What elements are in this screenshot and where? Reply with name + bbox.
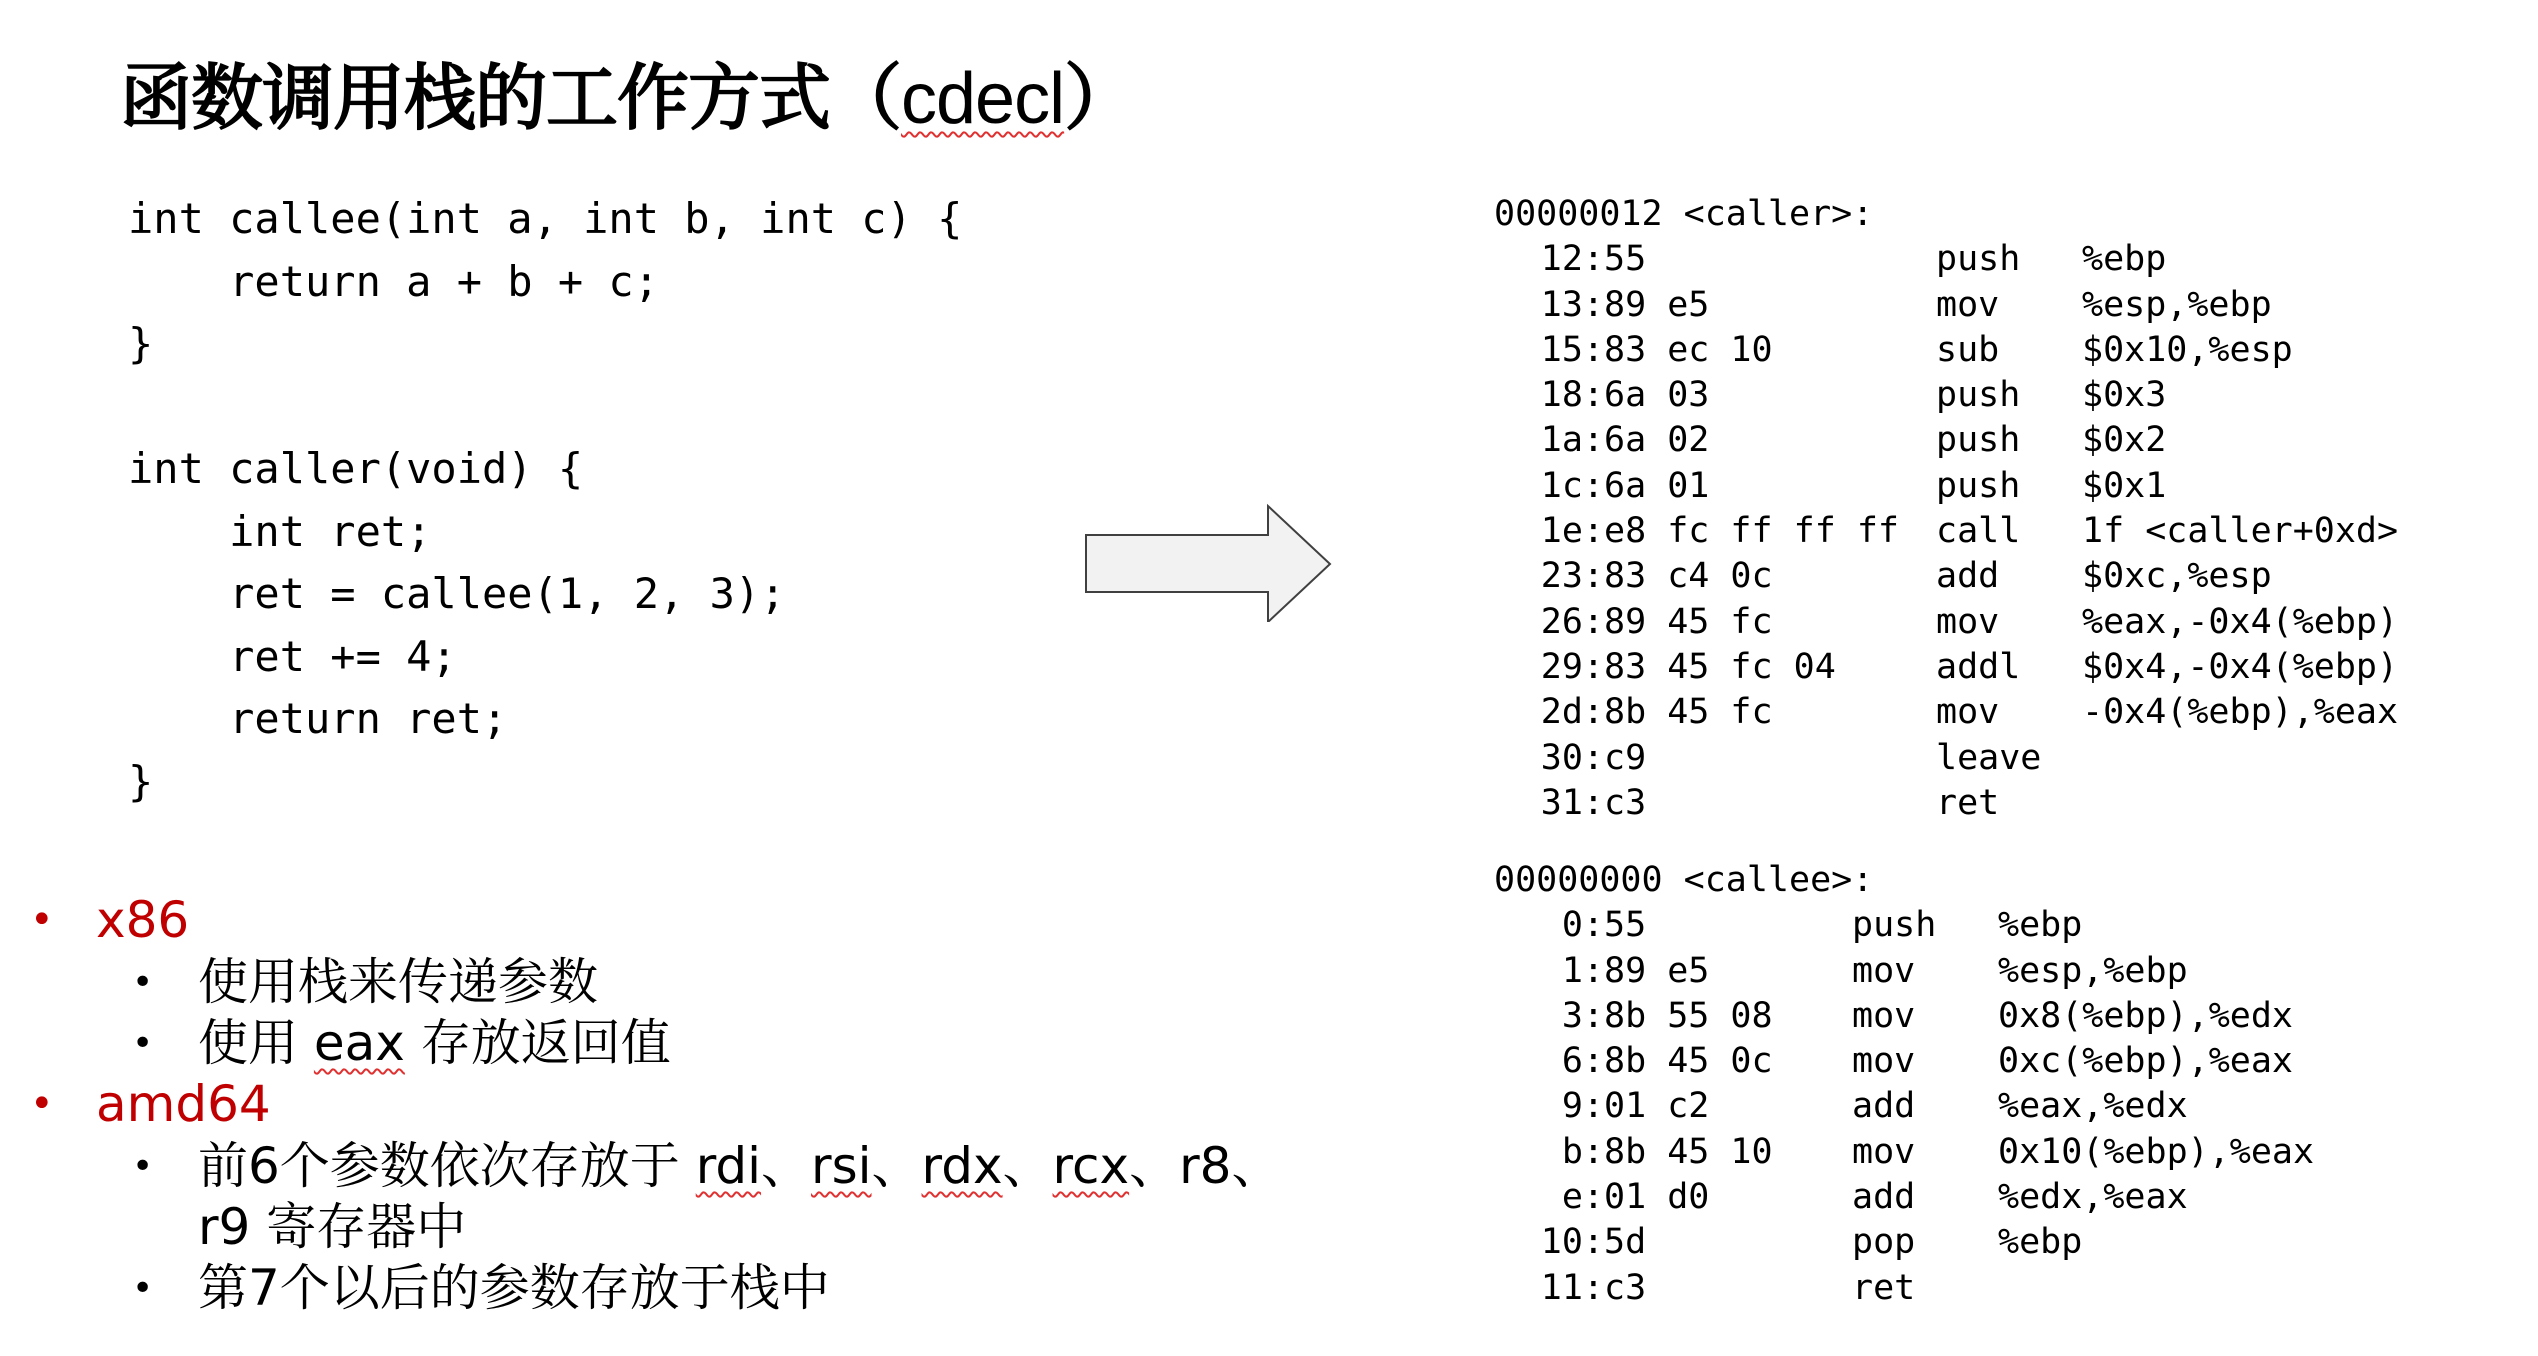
callee-disassembly: [1494, 858, 2398, 1311]
sub-bullet-text: 、: [761, 1137, 812, 1195]
register-name: rdi: [695, 1137, 762, 1195]
disassembly-header: 00000012 <caller>:: [1494, 194, 1874, 234]
disassembly-row: [1494, 781, 2482, 826]
disassembly-args: %eax,-0x4(%ebp): [2082, 601, 2399, 642]
disassembly-args: $0x1: [2082, 465, 2167, 506]
slide-title-close: ）: [1064, 56, 1136, 140]
disassembly-addr: 18:: [1540, 375, 1604, 416]
disassembly-op: pop: [1852, 1222, 1916, 1263]
right-block-arrow-icon: [1078, 502, 1336, 622]
disassembly-op: push: [1936, 465, 2021, 506]
disassembly-row: [1494, 1084, 2398, 1129]
bullet-dot-icon: •: [132, 962, 154, 1003]
disassembly-op: leave: [1936, 737, 2042, 778]
disassembly-row: [1494, 600, 2482, 645]
sub-bullet-item: [30, 1013, 1281, 1074]
disassembly-args: %ebp: [1998, 905, 2083, 946]
bullet-dot-icon: •: [30, 897, 54, 943]
disassembly-addr: b:: [1561, 1131, 1604, 1172]
disassembly-op: mov: [1852, 1041, 1916, 1082]
disassembly-header: 00000000 <callee>:: [1494, 860, 1874, 900]
disassembly-addr: 9:: [1561, 1086, 1604, 1127]
code-line: return ret;: [128, 694, 508, 743]
disassembly-op: ret: [1936, 782, 2000, 823]
code-line: ret += 4;: [128, 631, 457, 681]
disassembly-op: push: [1852, 905, 1937, 946]
disassembly-row: [1494, 1175, 2398, 1220]
sub-bullet-item: [30, 1258, 1281, 1319]
bullet-dot-icon: •: [132, 1146, 154, 1187]
disassembly-row: [1494, 1130, 2398, 1175]
disassembly-row: [1494, 994, 2398, 1039]
disassembly-args: %esp,%ebp: [1998, 950, 2188, 991]
disassembly-op: mov: [1936, 601, 2000, 642]
disassembly-bytes: 6a 02: [1604, 420, 1710, 461]
disassembly-bytes: 01 d0: [1604, 1177, 1710, 1218]
disassembly-bytes: 83 ec 10: [1604, 329, 1773, 370]
disassembly-op: add: [1852, 1177, 1916, 1218]
disassembly-addr: 26:: [1540, 601, 1604, 642]
disassembly-op: sub: [1936, 329, 2000, 370]
disassembly-args: %eax,%edx: [1998, 1086, 2188, 1127]
disassembly-bytes: 89 e5: [1604, 950, 1710, 991]
disassembly-addr: 6:: [1561, 1041, 1604, 1082]
code-line: ret = callee(1, 2, 3);: [128, 569, 786, 618]
disassembly-args: $0xc,%esp: [2082, 556, 2272, 597]
disassembly-bytes: 6a 03: [1604, 375, 1710, 416]
sub-bullet-item: [30, 1136, 1281, 1258]
slide-title-cjk: 函数调用栈的工作方式（: [120, 56, 902, 140]
disassembly-args: 0x8(%ebp),%edx: [1998, 995, 2294, 1036]
disassembly-op: push: [1936, 420, 2021, 461]
disassembly-args: -0x4(%ebp),%eax: [2082, 692, 2399, 733]
code-line: int caller(void) {: [128, 444, 584, 493]
disassembly-bytes: 89 45 fc: [1604, 601, 1773, 642]
disassembly-row: [1494, 949, 2398, 994]
sub-bullet-text: 、: [1002, 1137, 1053, 1195]
disassembly-row: [1494, 1039, 2398, 1084]
disassembly-args: $0x2: [2082, 420, 2167, 461]
disassembly-row: [1494, 373, 2482, 418]
sub-bullet-text: 、: [871, 1137, 922, 1195]
disassembly-addr: 2d:: [1540, 692, 1604, 733]
disassembly-op: mov: [1936, 692, 2000, 733]
disassembly-row: [1494, 554, 2482, 599]
bullet-label: amd64: [96, 1075, 271, 1133]
code-line: int ret;: [128, 506, 432, 556]
sub-bullet-text: 第7个以后的参数存放于栈中: [198, 1259, 830, 1317]
disassembly-args: 0xc(%ebp),%eax: [1998, 1041, 2294, 1082]
disassembly-bytes: 8b 45 fc: [1604, 692, 1773, 733]
disassembly-bytes: c3: [1604, 782, 1647, 823]
disassembly-addr: 12:: [1540, 239, 1604, 280]
disassembly-row: [1494, 645, 2482, 690]
disassembly-addr: 15:: [1540, 329, 1604, 370]
disassembly-addr: 31:: [1540, 782, 1604, 823]
disassembly-bytes: 8b 45 0c: [1604, 1041, 1773, 1082]
disassembly-bytes: 6a 01: [1604, 465, 1710, 506]
bullet-amd64: [30, 1074, 1281, 1134]
disassembly-row: [1494, 464, 2482, 509]
disassembly-args: [2082, 736, 2482, 781]
disassembly-bytes: 8b 45 10: [1604, 1131, 1773, 1172]
disassembly-args: [2082, 781, 2482, 826]
disassembly-op: addl: [1936, 646, 2021, 687]
disassembly-op: add: [1936, 556, 2000, 597]
disassembly-args: %esp,%ebp: [2082, 284, 2272, 325]
disassembly-args: %ebp: [1998, 1222, 2083, 1263]
code-line: return a + b + c;: [128, 256, 660, 306]
sub-bullet-text: 使用栈来传递参数: [198, 953, 598, 1011]
disassembly-addr: e:: [1561, 1177, 1604, 1218]
disassembly-op: call: [1936, 511, 2021, 552]
disassembly-row: [1494, 1220, 2398, 1265]
disassembly-addr: 1c:: [1540, 465, 1604, 506]
bullet-dot-icon: •: [30, 1081, 54, 1127]
disassembly-bytes: 55: [1604, 905, 1647, 946]
disassembly-row: [1494, 690, 2482, 735]
bullet-label: x86: [96, 891, 190, 949]
register-name: rdx: [921, 1137, 1003, 1195]
slide-title: [120, 40, 1135, 144]
disassembly-addr: 10:: [1540, 1222, 1604, 1263]
disassembly-bytes: 8b 55 08: [1604, 995, 1773, 1036]
disassembly-args: $0x3: [2082, 375, 2167, 416]
register-name: rsi: [811, 1137, 872, 1195]
disassembly-row: [1494, 328, 2482, 373]
disassembly-bytes: 55: [1604, 239, 1647, 280]
disassembly-op: push: [1936, 375, 2021, 416]
disassembly-bytes: e8 fc ff ff ff: [1604, 511, 1900, 552]
disassembly-args: %ebp: [2082, 239, 2167, 280]
caller-disassembly: [1494, 192, 2482, 826]
disassembly-op: mov: [1852, 995, 1916, 1036]
disassembly-op: push: [1936, 239, 2021, 280]
disassembly-row: [1494, 418, 2482, 463]
disassembly-bytes: 01 c2: [1604, 1086, 1710, 1127]
disassembly-bytes: 89 e5: [1604, 284, 1710, 325]
disassembly-row: [1494, 509, 2482, 554]
code-line: }: [128, 756, 154, 806]
code-line: }: [128, 319, 154, 368]
disassembly-args: 0x10(%ebp),%eax: [1998, 1131, 2315, 1172]
disassembly-bytes: c9: [1604, 737, 1647, 778]
bullet-dot-icon: •: [132, 1268, 154, 1309]
disassembly-op: mov: [1852, 1131, 1916, 1172]
disassembly-bytes: 83 c4 0c: [1604, 556, 1773, 597]
disassembly-addr: 30:: [1540, 737, 1604, 778]
disassembly-bytes: c3: [1604, 1267, 1647, 1308]
disassembly-addr: 1a:: [1540, 420, 1604, 461]
disassembly-args: 1f <caller+0xd>: [2082, 511, 2399, 552]
disassembly-op: add: [1852, 1086, 1916, 1127]
disassembly-row: [1494, 237, 2482, 282]
code-line: int callee(int a, int b, int c) {: [128, 194, 963, 243]
disassembly-row: [1494, 283, 2482, 328]
sub-bullet-text: 使用: [198, 1014, 314, 1072]
disassembly-args: [1998, 1266, 2398, 1311]
disassembly-op: mov: [1852, 950, 1916, 991]
sub-bullet-text: 存放返回值: [404, 1014, 671, 1072]
disassembly-args: $0x4,-0x4(%ebp): [2082, 646, 2399, 687]
sub-bullet-item: [30, 952, 1281, 1013]
disassembly-addr: 13:: [1540, 284, 1604, 325]
disassembly-op: mov: [1936, 284, 2000, 325]
disassembly-addr: 0:: [1561, 905, 1604, 946]
disassembly-addr: 1e:: [1540, 511, 1604, 552]
disassembly-row: [1494, 1266, 2398, 1311]
sub-bullet-text: r9 寄存器中: [198, 1198, 467, 1256]
c-source-code-block: [128, 188, 962, 813]
disassembly-addr: 29:: [1540, 646, 1604, 687]
slide-title-cdecl: cdecl: [901, 59, 1065, 139]
sub-bullet-text: 、r8、: [1129, 1137, 1282, 1195]
disassembly-addr: 1:: [1561, 950, 1604, 991]
disassembly-row: [1494, 903, 2398, 948]
disassembly-addr: 3:: [1561, 995, 1604, 1036]
disassembly-bytes: 5d: [1604, 1222, 1647, 1263]
disassembly-addr: 23:: [1540, 556, 1604, 597]
register-name: eax: [313, 1014, 405, 1072]
disassembly-args: $0x10,%esp: [2082, 329, 2293, 370]
bullet-dot-icon: •: [132, 1023, 154, 1064]
disassembly-addr: 11:: [1540, 1267, 1604, 1308]
disassembly-bytes: 83 45 fc 04: [1604, 646, 1836, 687]
register-name: rcx: [1052, 1137, 1130, 1195]
sub-bullet-text: 前6个参数依次存放于: [198, 1137, 696, 1195]
disassembly-row: [1494, 736, 2482, 781]
calling-convention-notes: [30, 890, 1281, 1319]
bullet-x86: [30, 890, 1281, 950]
disassembly-op: ret: [1852, 1267, 1916, 1308]
disassembly-args: %edx,%eax: [1998, 1177, 2188, 1218]
